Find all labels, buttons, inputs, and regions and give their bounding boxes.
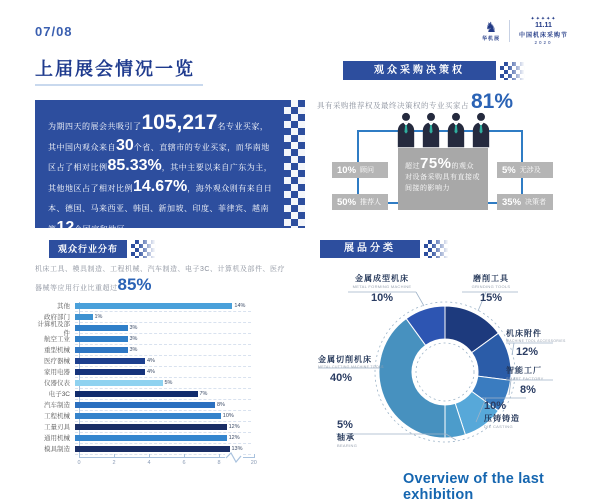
bar-value-label: 4% xyxy=(147,357,155,364)
bar-row xyxy=(35,333,261,344)
role-box-decision-maker: 35% 决策者 xyxy=(497,194,553,210)
decision-stat-value: 81% xyxy=(471,90,514,113)
knight-icon: ♞ xyxy=(484,18,498,35)
exhibits-donut-chart xyxy=(310,270,600,480)
bar-category-label: 模具制造 xyxy=(44,446,70,453)
axis-tick xyxy=(254,454,255,458)
exhibition-logo xyxy=(482,20,500,42)
bar-track xyxy=(75,322,251,333)
bar-row xyxy=(35,388,261,399)
bar-row xyxy=(35,320,261,337)
person-icon xyxy=(396,111,416,149)
influence-statement-box: 超过75%的观众对设备采购具有直接或间接的影响力 xyxy=(398,148,488,210)
festival-name: 中国机床采购节 xyxy=(518,33,568,39)
bar-category-label: 医疗器械 xyxy=(44,358,70,365)
donut-label-metal-cutting: 金属切削机床 METAL CUTTING MACHINE TOOLS 40% xyxy=(318,355,384,384)
bar-value-label: 3% xyxy=(129,324,138,331)
stat-south-china-pct: 85.33% xyxy=(107,157,162,174)
axis-tick-label: 0 xyxy=(77,460,81,466)
donut-label-smart-factory: 智能工厂 SMART FACTORY 8% xyxy=(506,366,544,396)
section-header-exhibits: 展品分类 xyxy=(320,240,420,258)
bar-fill xyxy=(75,336,128,342)
logo-divider xyxy=(509,20,510,42)
bar-value-label: 1% xyxy=(94,313,103,320)
bar-fill xyxy=(75,303,232,309)
bar-category-label: 其他 xyxy=(57,303,70,310)
footer-caption: Overview of the last exhibition xyxy=(403,471,544,502)
industry-stat-value: 85% xyxy=(117,275,152,294)
bar-category-label: 政府部门 xyxy=(44,314,70,321)
bar-row xyxy=(35,399,261,410)
axis-tick-label: 4 xyxy=(147,460,151,466)
axis-tick xyxy=(219,454,220,458)
intro-paragraph: 为期四天的展会共吸引了105,217名专业买家，其中国内观众来自30个省、直辖市的专业买家，而华南地区占了相对比例85.33%，其中主要以来自广东为主，其他地区占了相对比例14.67%，海外观众则有来自日本、德国、马来西亚、韩国、新加坡、印度、菲律宾、越南等12个国家和地区。 xyxy=(48,111,273,236)
brand-logos xyxy=(482,16,568,45)
person-icon xyxy=(471,111,491,149)
influence-pct: 75% xyxy=(420,155,452,172)
bar-row xyxy=(35,366,261,377)
donut-label-bearing: 5% 轴承 BEARING xyxy=(337,419,358,448)
role-box-not-involved: 5% 无涉及 xyxy=(497,162,553,178)
bar-track xyxy=(75,377,251,388)
bar-fill xyxy=(75,347,128,353)
axis-tick-label: 6 xyxy=(182,460,186,466)
bar-fill xyxy=(75,413,221,419)
bar-row xyxy=(35,344,261,355)
festival-logo xyxy=(519,16,568,45)
bar-track xyxy=(75,300,251,311)
axis-tick xyxy=(184,454,185,458)
bar-track xyxy=(75,333,251,344)
bar-value-label: 4% xyxy=(147,368,155,375)
bar-row xyxy=(35,432,261,443)
stars-icon: ✦✦✦✦✦ xyxy=(530,16,557,22)
bar-category-label: 电子3C xyxy=(48,391,70,398)
donut-label-die-casting: 10% 压铸铸造 DIE CASTING xyxy=(484,400,520,429)
dashed-inner-ring xyxy=(416,343,474,401)
bar-value-label: 8% xyxy=(217,401,225,408)
bar-fill xyxy=(75,380,163,386)
bar-category-label: 工程机械 xyxy=(44,413,70,420)
stat-countries: 12 xyxy=(56,218,75,236)
checker-pattern xyxy=(284,100,305,228)
page-title: 上届展会情况一览 xyxy=(35,59,195,79)
bar-row xyxy=(35,421,261,432)
axis-tick xyxy=(79,454,80,458)
checker-motif xyxy=(424,240,450,258)
bar-track xyxy=(75,388,251,399)
bar-category-label: 航空工业 xyxy=(44,336,70,343)
title-underline xyxy=(35,84,203,86)
bar-track xyxy=(75,344,251,355)
bar-value-label: 12% xyxy=(228,423,240,430)
bar-category-label: 通用机械 xyxy=(44,435,70,442)
checker-motif xyxy=(500,62,526,80)
bar-category-label: 计算机及部件 xyxy=(37,320,70,337)
bar-value-label: 14% xyxy=(234,302,246,309)
axis-tick-label: 8 xyxy=(217,460,221,466)
bar-track xyxy=(75,311,251,322)
bar-row xyxy=(35,355,261,366)
axis-break-icon xyxy=(225,452,243,463)
bar-category-label: 重型机械 xyxy=(44,347,70,354)
decision-stat-label: 具有采购推荐权及最终决策权的专业买家占 xyxy=(317,101,469,110)
role-box-recommender: 50% 推荐人 xyxy=(332,194,388,210)
bar-row xyxy=(35,377,261,388)
bar-category-label: 工量刃具 xyxy=(44,424,70,431)
bar-track xyxy=(75,421,251,432)
bar-value-label: 3% xyxy=(129,346,138,353)
donut-label-grinding-tools: 磨削工具 GRINDING TOOLS 15% xyxy=(471,274,511,304)
business-people-icons xyxy=(396,111,491,149)
bar-fill xyxy=(75,424,227,430)
bar-value-label: 3% xyxy=(129,335,138,342)
industry-bar-chart xyxy=(35,300,261,471)
bar-track xyxy=(75,432,251,443)
axis-tick-label: 20 xyxy=(250,460,257,466)
section-header-decision: 观众采购决策权 xyxy=(343,61,496,80)
person-icon xyxy=(446,111,466,149)
axis-tick-label: 2 xyxy=(112,460,116,466)
stat-other-regions-pct: 14.67% xyxy=(133,177,188,195)
donut-label-metal-forming: 金属成型机床 METAL FORMING MACHINE 10% xyxy=(352,274,412,304)
page-number: 07/08 xyxy=(35,24,73,39)
checker-motif xyxy=(131,240,157,258)
bar-fill xyxy=(75,358,145,364)
bar-fill xyxy=(75,402,215,408)
festival-date: 11.11 xyxy=(535,22,552,29)
bar-fill xyxy=(75,435,227,441)
bar-fill xyxy=(75,314,93,320)
bar-track xyxy=(75,366,251,377)
bar-track xyxy=(75,355,251,366)
festival-year: 2020 xyxy=(534,40,553,45)
bar-track xyxy=(75,399,251,410)
axis-tick xyxy=(149,454,150,458)
person-icon xyxy=(421,111,441,149)
intro-panel xyxy=(35,100,305,236)
stat-provinces: 30 xyxy=(116,136,134,154)
bar-chart-x-axis xyxy=(79,457,255,471)
stat-total-visitors: 105,217 xyxy=(141,111,218,134)
bar-category-label: 家用电器 xyxy=(44,369,70,376)
industry-description: 机床工具、模具制造、工程机械、汽车制造、电子3C、计算机及部件、医疗器械等应用行业比重超过85% xyxy=(35,266,285,294)
section-header-industry: 观众行业分布 xyxy=(49,240,127,258)
axis-tick xyxy=(114,454,115,458)
bar-track xyxy=(75,410,251,421)
bar-fill xyxy=(75,325,128,331)
bar-fill xyxy=(75,369,145,375)
bar-row xyxy=(35,300,261,311)
bar-value-label: 12% xyxy=(228,434,240,441)
bar-value-label: 5% xyxy=(164,379,173,386)
bar-rows xyxy=(35,300,261,454)
bar-fill xyxy=(75,391,198,397)
exhibition-logo-text: 华机展 xyxy=(481,35,500,42)
role-box-consultant: 10% 顾问 xyxy=(332,162,388,178)
bar-value-label: 10% xyxy=(222,412,234,419)
bar-category-label: 仪器仪表 xyxy=(44,380,70,387)
bar-category-label: 汽车制造 xyxy=(44,402,70,409)
bar-value-label: 7% xyxy=(199,390,208,397)
bar-value-label: 13% xyxy=(231,445,243,452)
donut-label-machine-accessories: 机床附件 MACHINE TOOL ACCESSORIES 12% xyxy=(506,329,566,358)
bar-fill xyxy=(75,446,230,452)
bar-row xyxy=(35,410,261,421)
